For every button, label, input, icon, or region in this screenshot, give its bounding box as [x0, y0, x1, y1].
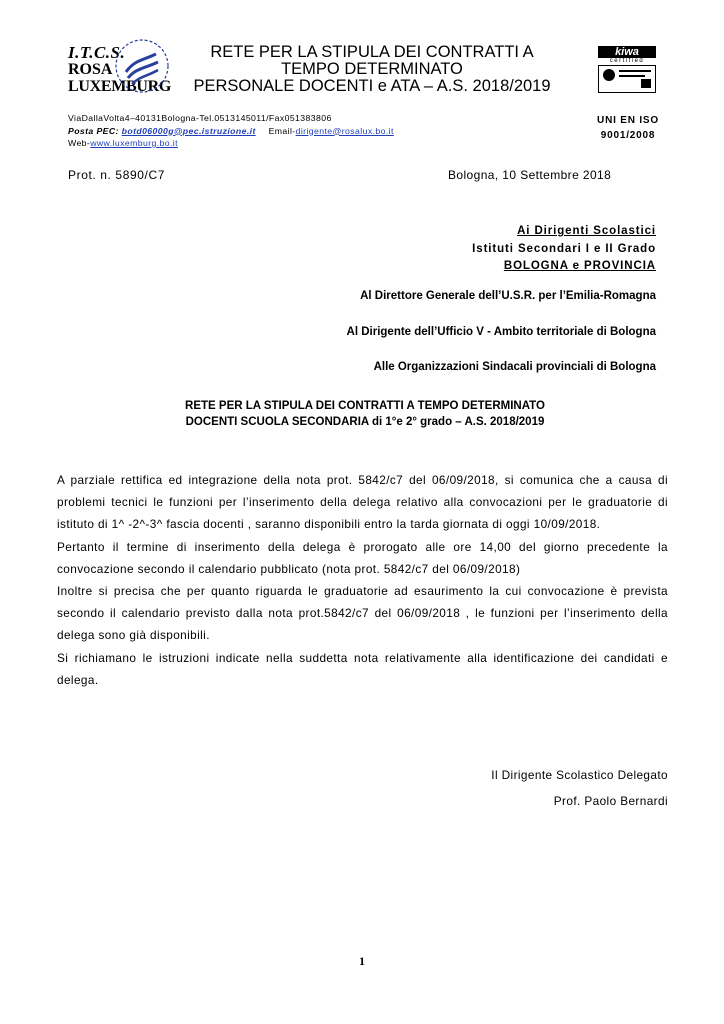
cert-mark-icon — [598, 65, 656, 93]
document-date: Bologna, 10 Settembre 2018 — [448, 168, 612, 182]
iso-standard — [582, 113, 674, 143]
school-emblem-icon — [114, 38, 170, 94]
header-title-line-2: TEMPO DETERMINATO — [281, 60, 463, 78]
email-link[interactable]: dirigente@rosalux.bo.it — [295, 125, 394, 136]
cert-brand: kiwa — [598, 46, 656, 58]
web-link[interactable]: www.luxemburg.bo.it — [90, 138, 178, 148]
contact-block — [68, 112, 394, 150]
pec-email-line — [68, 125, 394, 138]
body-paragraph-4: Si richiamano le istruzioni indicate nella suddetta nota relativamente alla identificazione dei candidati e delega. — [57, 650, 668, 687]
pec-label: Posta PEC: — [68, 125, 119, 136]
body-paragraph-3: Inoltre si precisa che per quanto riguarda le graduatorie ad esaurimento la cui convocazione è prevista secondo il calendario previsto dalla nota prot.5842/c7 del 06/09/2018 , le funzioni per l’inserimento della delega sono già disponibili. — [57, 584, 668, 643]
pec-link[interactable]: botd06000g@pec.istruzione.it — [121, 125, 256, 136]
web-label: Web- — [68, 138, 91, 148]
subject — [110, 398, 620, 430]
school-logo — [68, 43, 172, 100]
recipient-4: Alle Organizzazioni Sindacali provinciali di Bologna — [373, 361, 656, 373]
recipient-block-1 — [472, 223, 656, 276]
subject-line-1: RETE PER LA STIPULA DEI CONTRATTI A TEMPO DETERMINATO — [185, 400, 545, 412]
logo-line-2: ROSA — [68, 61, 113, 78]
header-title-line-3: PERSONALE DOCENTI e ATA – A.S. 2018/2019 — [193, 77, 551, 95]
web-line — [68, 137, 394, 150]
logo-line-1: I.T.C.S. — [68, 43, 126, 62]
cert-seal-icon — [599, 66, 655, 90]
iso-standard-line-1: UNI EN ISO — [597, 115, 659, 126]
letter-body — [57, 469, 668, 691]
recipient-1-line-1: Ai Dirigenti Scolastici — [517, 225, 656, 237]
header-title — [172, 44, 572, 95]
protocol-number: Prot. n. 5890/C7 — [68, 168, 165, 182]
recipient-1-line-3: BOLOGNA e PROVINCIA — [503, 260, 656, 272]
recipient-2: Al Direttore Generale dell’U.S.R. per l’Emilia-Romagna — [360, 290, 656, 302]
body-paragraph-2: Pertanto il termine di inserimento della delega è prorogato alle ore 14,00 del giorno precedente la convocazione secondo il calendario pubblicato (nota prot. 5842/c7 del 06/09/2018) — [57, 539, 668, 576]
logo-line-3: LUXEMBURG — [68, 78, 172, 95]
page-number: 1 — [359, 954, 365, 968]
cert-sub: certified — [609, 58, 645, 64]
signatory-name: Prof. Paolo Bernardi — [553, 794, 668, 808]
signatory-role: Il Dirigente Scolastico Delegato — [491, 768, 668, 782]
body-paragraph-1: A parziale rettifica ed integrazione della nota prot. 5842/c7 del 06/09/2018, si comunica che a causa di problemi tecnici le funzioni per l’inserimento della delega relativo alla convocazioni per le graduatorie di istituto di 1^ -2^-3^ fascia docenti , saranno disponibili entro la tarda giornata di oggi 10/09/2018. — [57, 473, 668, 532]
header-title-line-1: RETE PER LA STIPULA DEI CONTRATTI A — [210, 43, 534, 61]
iso-standard-line-2: 9001/2008 — [600, 130, 656, 141]
recipient-1-line-2: Istituti Secondari I e II Grado — [472, 242, 656, 255]
address-line: ViaDallaVolta4–40131Bologna-Tel.0513145011/Fax051383806 — [68, 113, 332, 123]
subject-line-2: DOCENTI SCUOLA SECONDARIA di 1°e 2° grado – A.S. 2018/2019 — [185, 416, 545, 428]
recipient-3: Al Dirigente dell’Ufficio V - Ambito territoriale di Bologna — [346, 326, 656, 338]
email-label: Email- — [268, 125, 296, 136]
certification-logo — [598, 46, 656, 98]
